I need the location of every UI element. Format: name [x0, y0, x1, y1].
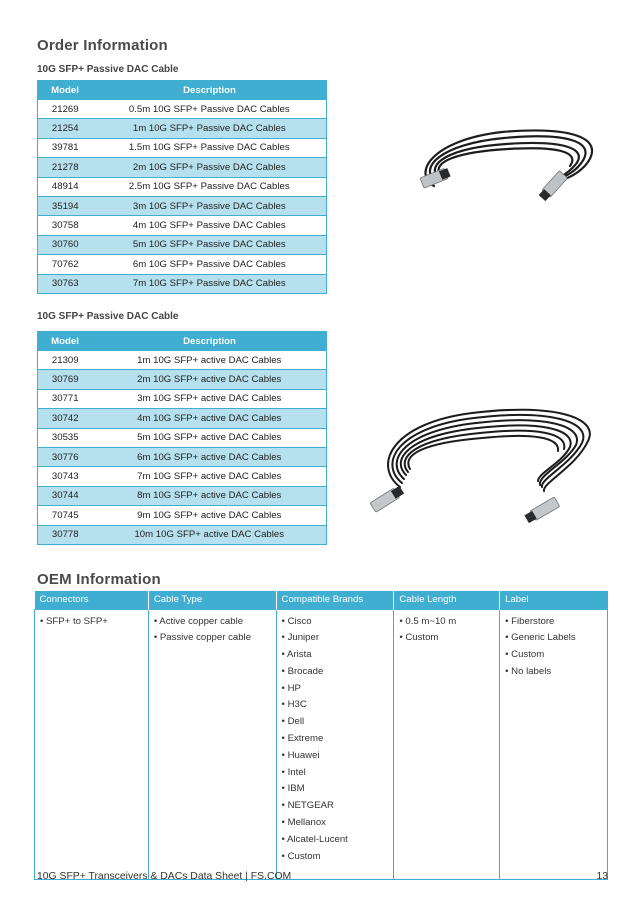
column-header-model: Model: [38, 81, 93, 100]
description-cell: 5m 10G SFP+ active DAC Cables: [93, 428, 327, 447]
list-item: • Intel: [281, 766, 306, 778]
oem-cell-cable-type: [148, 609, 276, 879]
oem-cell-label: [500, 609, 608, 879]
oem-cell-connectors: [35, 609, 149, 879]
model-cell: 48914: [38, 177, 93, 196]
list-item: • HP: [281, 682, 301, 694]
oem-table: [34, 591, 608, 880]
list-item: • Extreme: [281, 733, 324, 745]
table-row: [38, 467, 327, 486]
table-row: [38, 119, 327, 138]
model-cell: 30760: [38, 235, 93, 254]
description-cell: 1m 10G SFP+ active DAC Cables: [93, 351, 327, 370]
column-header-description: Description: [93, 332, 327, 351]
model-cell: 70762: [38, 255, 93, 274]
oem-header-connectors: Connectors: [35, 591, 149, 609]
table-row: [38, 138, 327, 157]
column-header-description: Description: [93, 81, 327, 100]
table-row: [38, 255, 327, 274]
table-row: [38, 486, 327, 505]
model-cell: 30769: [38, 370, 93, 389]
description-cell: 1.5m 10G SFP+ Passive DAC Cables: [93, 138, 327, 157]
table-row: [38, 216, 327, 235]
table-row: [38, 100, 327, 119]
model-cell: 21254: [38, 119, 93, 138]
list-item: • SFP+ to SFP+: [40, 615, 108, 627]
table-row: [38, 158, 327, 177]
table-row: [38, 428, 327, 447]
table-row: [38, 274, 327, 293]
description-cell: 3m 10G SFP+ Passive DAC Cables: [93, 196, 327, 215]
table-row: [38, 177, 327, 196]
active-dac-cable-image: [362, 395, 612, 525]
description-cell: 2m 10G SFP+ Passive DAC Cables: [93, 158, 327, 177]
oem-header-label: Label: [500, 591, 608, 609]
list-item: • No labels: [505, 665, 552, 677]
model-cell: 30744: [38, 486, 93, 505]
model-cell: 21278: [38, 158, 93, 177]
description-cell: 6m 10G SFP+ active DAC Cables: [93, 447, 327, 466]
table-row: [38, 447, 327, 466]
model-cell: 35194: [38, 196, 93, 215]
page-number: 13: [596, 871, 608, 882]
oem-cell-compatible-brands: [276, 609, 394, 879]
description-cell: 0.5m 10G SFP+ Passive DAC Cables: [93, 100, 327, 119]
list-item: • Mellanox: [281, 817, 326, 829]
list-item: • Cisco: [281, 615, 312, 627]
table-row: [38, 506, 327, 525]
oem-header-cable-length: Cable Length: [394, 591, 500, 609]
list-item: • Dell: [281, 716, 305, 728]
order-information-title: Order Information: [37, 37, 168, 54]
model-cell: 39781: [38, 138, 93, 157]
active-dac-table: [37, 331, 327, 545]
table-row: [38, 525, 327, 544]
list-item: • Alcatel-Lucent: [281, 833, 348, 845]
list-item: • Brocade: [281, 665, 324, 677]
description-cell: 8m 10G SFP+ active DAC Cables: [93, 486, 327, 505]
list-item: • H3C: [281, 699, 307, 711]
description-cell: 4m 10G SFP+ active DAC Cables: [93, 409, 327, 428]
description-cell: 2m 10G SFP+ active DAC Cables: [93, 370, 327, 389]
model-cell: 21269: [38, 100, 93, 119]
table-row: [38, 196, 327, 215]
model-cell: 30776: [38, 447, 93, 466]
footer-document-title: 10G SFP+ Transceivers & DACs Data Sheet | FS.COM: [37, 871, 292, 882]
oem-information-title: OEM Information: [37, 571, 161, 588]
active-table-subtitle: 10G SFP+ Passive DAC Cable: [37, 311, 179, 322]
passive-dac-table: [37, 80, 327, 294]
list-item: • Fiberstore: [505, 615, 555, 627]
column-header-model: Model: [38, 332, 93, 351]
page-footer: [37, 871, 608, 882]
list-item: • Arista: [281, 649, 312, 661]
description-cell: 2.5m 10G SFP+ Passive DAC Cables: [93, 177, 327, 196]
description-cell: 1m 10G SFP+ Passive DAC Cables: [93, 119, 327, 138]
model-cell: 30535: [38, 428, 93, 447]
model-cell: 30743: [38, 467, 93, 486]
list-item: • Juniper: [281, 632, 320, 644]
table-row: [38, 351, 327, 370]
list-item: • Huawei: [281, 749, 320, 761]
description-cell: 4m 10G SFP+ Passive DAC Cables: [93, 216, 327, 235]
list-item: • Custom: [505, 649, 545, 661]
description-cell: 10m 10G SFP+ active DAC Cables: [93, 525, 327, 544]
description-cell: 7m 10G SFP+ active DAC Cables: [93, 467, 327, 486]
oem-cell-cable-length: [394, 609, 500, 879]
list-item: • Passive copper cable: [153, 632, 252, 644]
description-cell: 9m 10G SFP+ active DAC Cables: [93, 506, 327, 525]
description-cell: 6m 10G SFP+ Passive DAC Cables: [93, 255, 327, 274]
model-cell: 30763: [38, 274, 93, 293]
list-item: • 0.5 m~10 m: [399, 615, 457, 627]
model-cell: 30758: [38, 216, 93, 235]
model-cell: 30742: [38, 409, 93, 428]
table-row: [38, 389, 327, 408]
oem-header-cable-type: Cable Type: [148, 591, 276, 609]
table-row: [38, 409, 327, 428]
model-cell: 30771: [38, 389, 93, 408]
model-cell: 30778: [38, 525, 93, 544]
model-cell: 21309: [38, 351, 93, 370]
table-row: [38, 370, 327, 389]
passive-table-subtitle: 10G SFP+ Passive DAC Cable: [37, 64, 179, 75]
oem-header-compatible-brands: Compatible Brands: [276, 591, 394, 609]
list-item: • Custom: [281, 850, 321, 862]
list-item: • NETGEAR: [281, 800, 334, 812]
description-cell: 5m 10G SFP+ Passive DAC Cables: [93, 235, 327, 254]
list-item: • IBM: [281, 783, 305, 795]
list-item: • Generic Labels: [505, 632, 576, 644]
passive-dac-cable-image: [392, 118, 622, 218]
list-item: • Active copper cable: [153, 615, 244, 627]
description-cell: 7m 10G SFP+ Passive DAC Cables: [93, 274, 327, 293]
description-cell: 3m 10G SFP+ active DAC Cables: [93, 389, 327, 408]
model-cell: 70745: [38, 506, 93, 525]
list-item: • Custom: [399, 632, 439, 644]
table-row: [38, 235, 327, 254]
